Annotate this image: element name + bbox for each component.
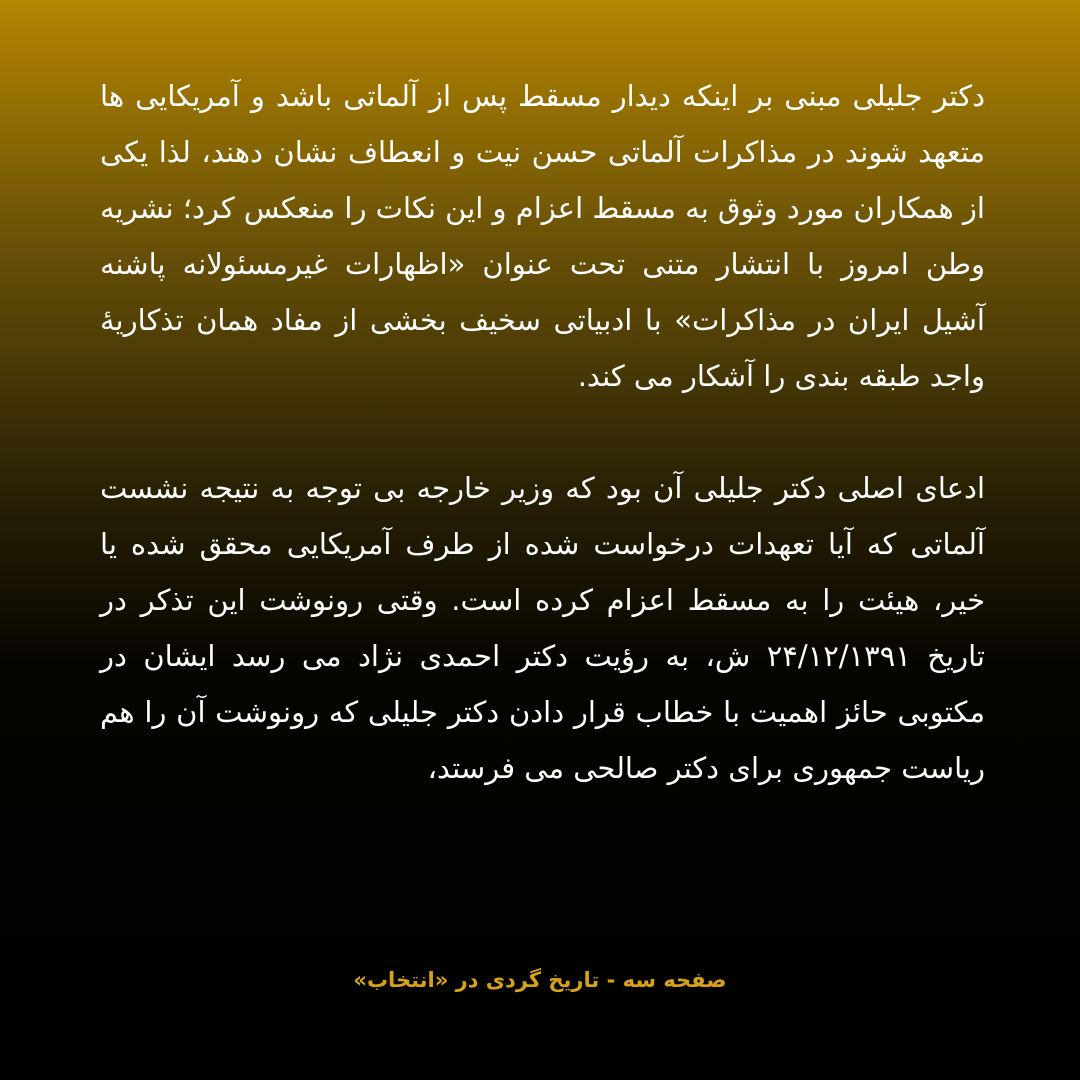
article-body [100,68,985,796]
paragraph-2: ادعای اصلی دکتر جلیلی آن بود که وزیر خارجه بی توجه به نتیجه نشست آلماتی که آیا تعهدات درخواست شده از طرف آمریکایی محقق شده یا خیر، هیئت را به مسقط اعزام کرده است. وقتی رونوشت این تذکر در تاریخ ۲۴/۱۲/۱۳۹۱ ش، به رؤیت دکتر احمدی نژاد می رسد ایشان در مکتوبی حائز اهمیت با خطاب قرار دادن دکتر جلیلی که رونوشت آن را هم ریاست جمهوری برای دکتر صالحی می فرستد، [100,471,985,785]
paragraph-1: دکتر جلیلی مبنی بر اینکه دیدار مسقط پس از آلماتی باشد و آمریکایی ها متعهد شوند در مذاکرات آلماتی حسن نیت و انعطاف نشان دهند، لذا یکی از همکاران مورد وثوق به مسقط اعزام و این نکات را منعکس کرد؛ نشریه وطن امروز با انتشار متنی تحت عنوان «اظهارات غیرمسئولانه پاشنه آشیل ایران در مذاکرات» با ادبیاتی سخیف بخشی از مفاد همان تذکاریهٔ واجد طبقه بندی را آشکار می کند. [99,79,985,393]
page-footer: صفحه سه - تاریخ گردی در «انتخاب» [353,968,727,992]
